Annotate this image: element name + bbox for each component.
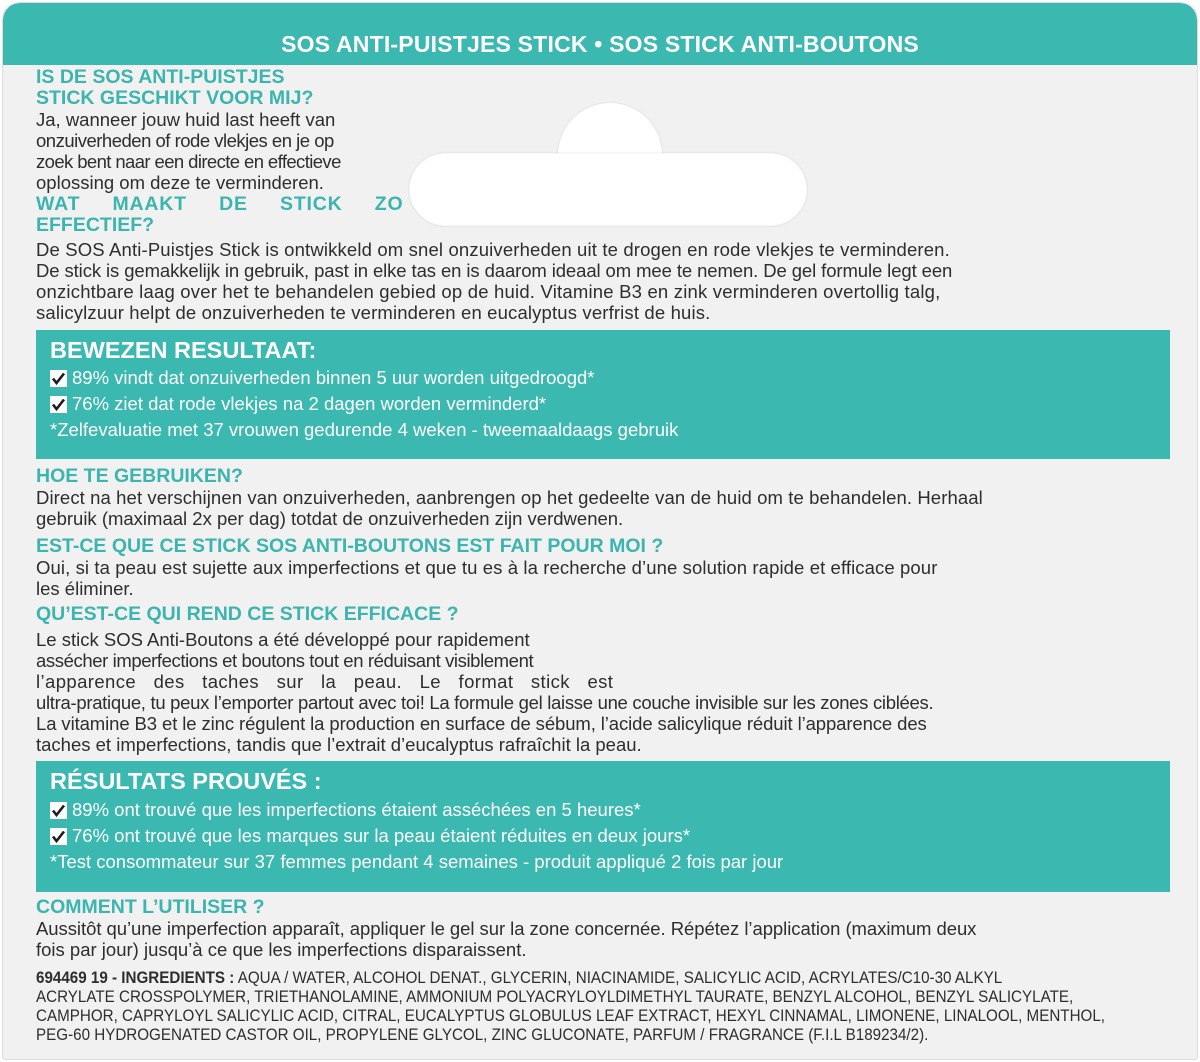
- checkbox-checked-icon: [50, 370, 67, 387]
- result-text: 89% ont trouvé que les imperfections étaient asséchées en 5 heures*: [72, 799, 641, 820]
- text-line: Oui, si ta peau est sujette aux imperfections et que tu es à la recherche d’une solution rapide et efficace pour: [36, 557, 938, 578]
- fr-q2-title: QU’EST-CE QUI REND CE STICK EFFICACE ?: [36, 603, 459, 625]
- product-label-card: [2, 2, 1198, 1060]
- text-line: Direct na het verschijnen van onzuiverheden, aanbrengen op het gedeelte van de huid om te behandelen. Herhaal: [36, 487, 983, 508]
- ingredients-line: ACRYLATE CROSSPOLYMER, TRIETHANOLAMINE, AMMONIUM POLYACRYLOYLDIMETHYL TAURATE, BENZYL ALCOHOL, BENZYL SALICYLATE,: [36, 987, 1074, 1006]
- ingredients-line: CAMPHOR, CAPRYLOYL SALICYLIC ACID, CITRAL, EUCALYPTUS GLOBULUS LEAF EXTRACT, HEXYL CINNAMAL, LIMONENE, LINALOOL, MENTHOL,: [36, 1006, 1106, 1025]
- header-title: SOS ANTI-PUISTJES STICK • SOS STICK ANTI-BOUTONS: [281, 31, 919, 57]
- text-line: onzichtbare laag over het te behandelen gebied op de huid. Vitamine B3 en zink verminderen overtollig talg,: [36, 281, 941, 302]
- hang-tab-join: [555, 154, 665, 214]
- nl-q1-title-line2: STICK GESCHIKT VOOR MIJ?: [36, 87, 314, 109]
- checkbox-checked-icon: [50, 802, 67, 819]
- nl-result-item: [50, 365, 1170, 391]
- fr-q1-body: [36, 557, 1176, 599]
- fr-results-footnote: *Test consommateur sur 37 femmes pendant 4 semaines - produit appliqué 2 fois par jour: [50, 851, 784, 872]
- text-line: gebruik (maximaal 2x per dag) totdat de onzuiverheden zijn verdwenen.: [36, 508, 624, 529]
- text-line: salicylzuur helpt de onzuiverheden te verminderen en eucalyptus verfrist de huis.: [36, 302, 711, 323]
- nl-q1-section: [36, 67, 341, 193]
- nl-results-footnote: *Zelfevaluatie met 37 vrouwen gedurende 4 weken - tweemaaldaags gebruik: [50, 419, 679, 440]
- nl-results-title: BEWEZEN RESULTAAT:: [50, 337, 317, 363]
- result-text: 76% ont trouvé que les marques sur la peau étaient réduites en deux jours*: [72, 825, 691, 846]
- text-line: taches et imperfections, tandis que l’extrait d’eucalyptus rafraîchit la peau.: [36, 734, 642, 755]
- ingredients-text: AQUA / WATER, ALCOHOL DENAT., GLYCERIN, NIACINAMIDE, SALICYLIC ACID, ACRYLATES/C10-30 ALKYL: [234, 968, 1003, 987]
- text-line: zoek bent naar een directe en effectieve: [36, 151, 341, 172]
- text-line: De SOS Anti-Puistjes Stick is ontwikkeld om snel onzuiverheden uit te drogen en rode vlekjes te verminderen.: [36, 239, 950, 260]
- fr-results-box: [36, 761, 1170, 892]
- fr-result-item: [50, 823, 1170, 849]
- text-line: Aussitôt qu’une imperfection apparaît, appliquer le gel sur la zone concernée. Répétez l’application (maximum deux: [36, 918, 977, 939]
- nl-q2-title-line2: EFFECTIEF?: [36, 214, 155, 236]
- nl-q1-title-line1: IS DE SOS ANTI-PUISTJES: [36, 66, 285, 88]
- nl-results-box: [36, 330, 1170, 459]
- fr-q2-body: [36, 629, 1176, 755]
- fr-results-title: RÉSULTATS PROUVÉS :: [50, 768, 322, 794]
- text-line: assécher imperfections et boutons tout en réduisant visiblement: [36, 650, 534, 671]
- text-line: onzuiverheden of rode vlekjes en je op: [36, 130, 334, 151]
- fr-q1-section: [36, 536, 1176, 599]
- ingredients-line: PEG-60 HYDROGENATED CASTOR OIL, PROPYLENE GLYCOL, ZINC GLUCONATE, PARFUM / FRAGRANCE (F.I.L B189234/2).: [36, 1025, 929, 1044]
- fr-result-item: [50, 797, 1170, 823]
- ingredients-list: [36, 968, 1171, 1044]
- text-line: De stick is gemakkelijk in gebruik, past in elke tas en is daarom ideaal om mee te nemen. De gel formule legt een: [36, 260, 953, 281]
- nl-q2-title-line1: WAT MAAKT DE STICK ZO: [36, 193, 404, 215]
- ingredients-line: [36, 968, 1171, 987]
- text-line: les éliminer.: [36, 578, 134, 599]
- text-line: Ja, wanneer jouw huid last heeft van: [36, 109, 336, 130]
- nl-q2-title: [36, 194, 403, 236]
- nl-usage-title: HOE TE GEBRUIKEN?: [36, 465, 243, 487]
- nl-result-item: [50, 391, 1170, 417]
- fr-usage-section: [36, 897, 1176, 960]
- checkbox-checked-icon: [50, 396, 67, 413]
- checkbox-checked-icon: [50, 828, 67, 845]
- result-text: 76% ziet dat rode vlekjes na 2 dagen worden verminderd*: [72, 393, 547, 414]
- text-line: Le stick SOS Anti-Boutons a été développé pour rapidement: [36, 629, 530, 650]
- fr-usage-body: [36, 918, 1176, 960]
- nl-q2-body: [36, 239, 1176, 323]
- fr-q1-title: EST-CE QUE CE STICK SOS ANTI-BOUTONS EST FAIT POUR MOI ?: [36, 535, 664, 557]
- result-text: 89% vindt dat onzuiverheden binnen 5 uur worden uitgedroogd*: [72, 367, 595, 388]
- text-line: La vitamine B3 et le zinc régulent la production en surface de sébum, l’acide salicylique réduit l’apparence des: [36, 713, 927, 734]
- nl-usage-body: [36, 487, 1176, 529]
- ingredients-label: 694469 19 - INGREDIENTS :: [36, 968, 235, 987]
- text-line: ultra-pratique, tu peux l’emporter partout avec toi! La formule gel laisse une couche invisible sur les zones ciblées.: [36, 692, 934, 713]
- fr-usage-title: COMMENT L’UTILISER ?: [36, 896, 265, 918]
- text-line: oplossing om deze te verminderen.: [36, 172, 324, 193]
- nl-usage-section: [36, 466, 1176, 529]
- fr-q2-section: [36, 604, 1176, 755]
- text-line: fois par jour) jusqu’à ce que les imperfections disparaissent.: [36, 939, 527, 960]
- nl-q1-body: [36, 109, 341, 193]
- text-line: l’apparence des taches sur la peau. Le format stick est: [36, 671, 614, 692]
